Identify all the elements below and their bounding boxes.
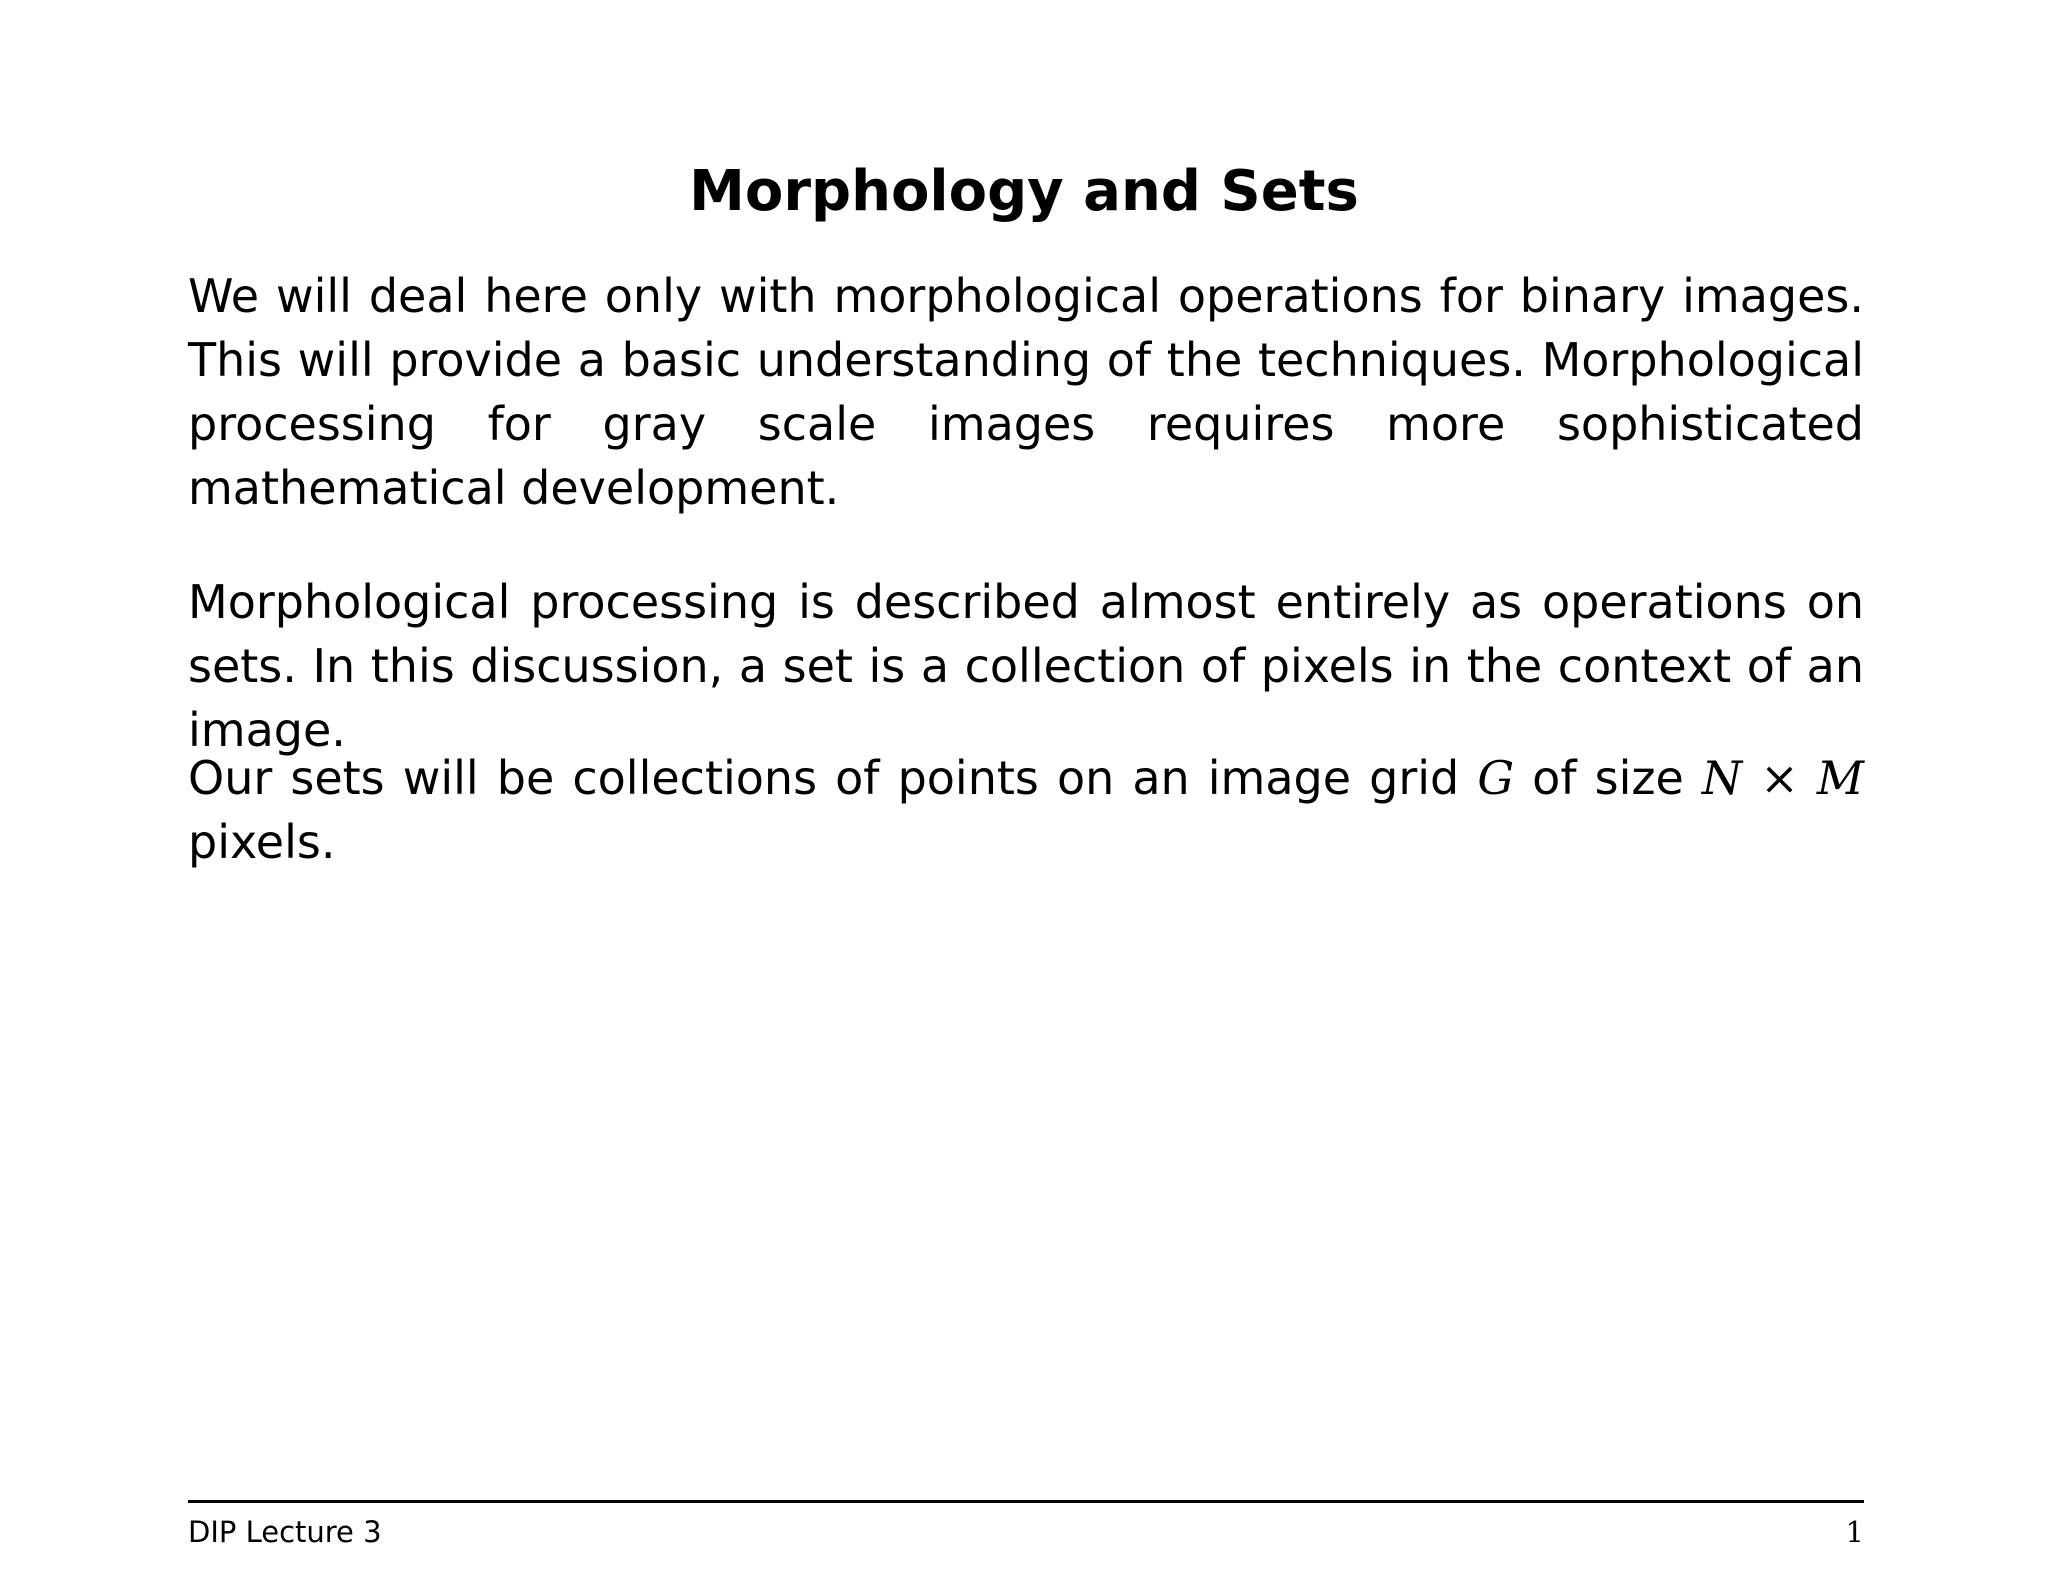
- paragraph-sets: Morphological processing is described almost entirely as operations on sets. In this discussion, a set is a collection of pixels in the context of an image.: [188, 575, 1864, 757]
- times-symbol: ×: [1760, 751, 1799, 805]
- paragraph-image-grid: [188, 746, 1864, 874]
- paragraph-image-grid-text-middle: of size: [1514, 751, 1702, 805]
- footer-divider: [188, 1500, 1864, 1503]
- paragraph-image-grid-text-end: pixels.: [188, 815, 336, 869]
- footer-lecture-label: DIP Lecture 3: [188, 1515, 382, 1549]
- footer-page-number: 1: [1845, 1515, 1864, 1549]
- slide-title: Morphology and Sets: [689, 159, 1359, 224]
- grid-symbol: G: [1477, 751, 1515, 805]
- paragraph-binary-images: We will deal here only with morphological operations for binary images. This will provide a basic understanding of the techniques. Morphological processing for gray scale images requires more sophisticated mathematical development.: [188, 269, 1864, 515]
- size-n-symbol: N: [1701, 751, 1743, 805]
- paragraph-image-grid-text-start: Our sets will be collections of points on an image grid: [188, 751, 1478, 805]
- size-m-symbol: M: [1816, 751, 1864, 805]
